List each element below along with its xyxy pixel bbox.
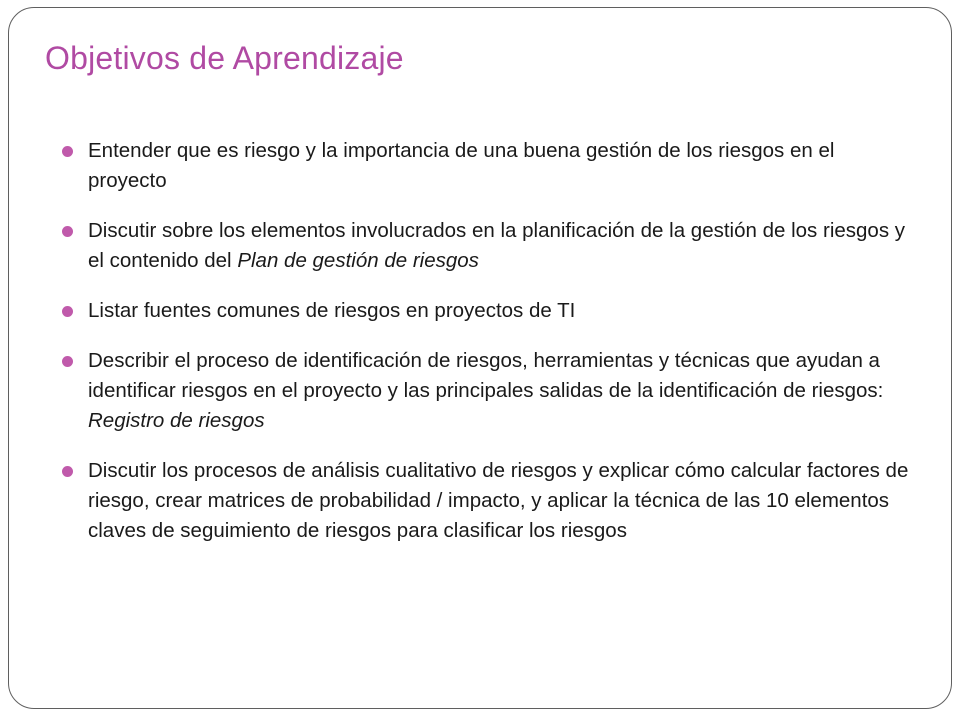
bullet-emphasis: Registro de riesgos [88, 409, 265, 432]
bullet-item [60, 216, 910, 276]
bullet-emphasis: Plan de gestión de riesgos [237, 249, 479, 272]
bullet-text: Listar fuentes comunes de riesgos en proyectos de TI [88, 299, 576, 322]
bullet-dot-icon [62, 466, 73, 477]
bullet-item [60, 136, 910, 196]
bullet-item [60, 346, 910, 436]
bullet-text: Describir el proceso de identificación de riesgos, herramientas y técnicas que ayudan a identificar riesgos en el proyecto y las principales salidas de la identificación de riesgos: [88, 349, 884, 402]
bullet-dot-icon [62, 306, 73, 317]
bullet-list [60, 136, 910, 566]
bullet-item [60, 296, 910, 326]
bullet-item [60, 456, 910, 546]
slide-title: Objetivos de Aprendizaje [45, 40, 404, 76]
bullet-dot-icon [62, 226, 73, 237]
bullet-dot-icon [62, 356, 73, 367]
bullet-dot-icon [62, 146, 73, 157]
bullet-text: Entender que es riesgo y la importancia de una buena gestión de los riesgos en el proyecto [88, 139, 835, 192]
bullet-text: Discutir los procesos de análisis cualitativo de riesgos y explicar cómo calcular factores de riesgo, crear matrices de probabilidad / impacto, y aplicar la técnica de las 10 elementos claves de seguimiento de riesgos para clasificar los riesgos [88, 459, 909, 542]
bullet-text: Discutir sobre los elementos involucrados en la planificación de la gestión de los riesgos y el contenido del [88, 219, 906, 272]
